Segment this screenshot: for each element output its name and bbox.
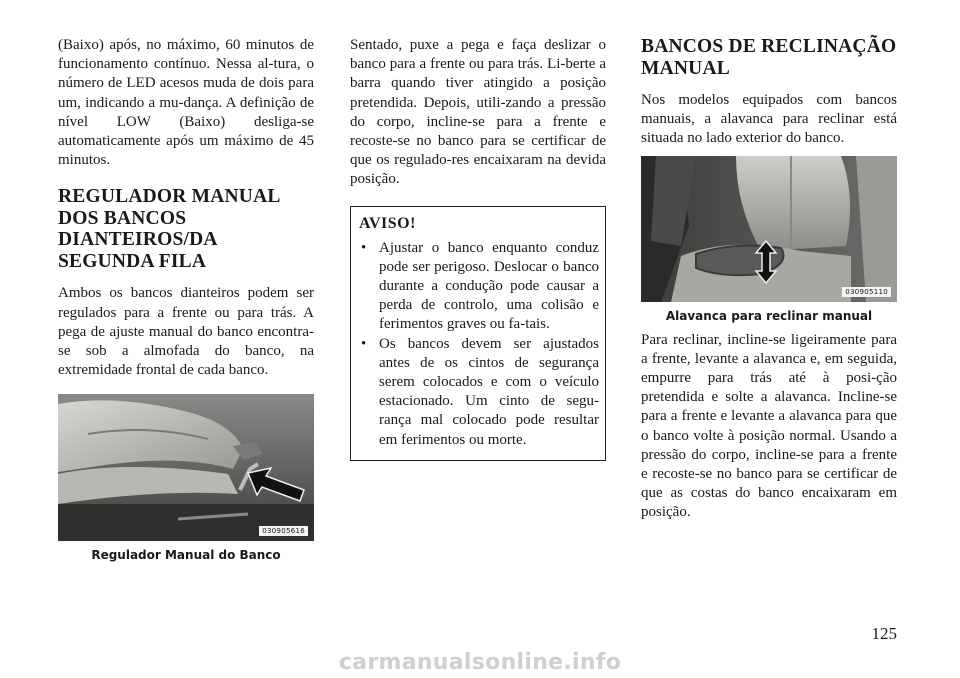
figure-caption: Alavanca para reclinar manual [665, 308, 873, 323]
heading-line: SEGUNDA FILA [58, 250, 207, 272]
warning-title: AVISO! [359, 214, 416, 232]
intro-paragraph: (Baixo) após, no máximo, 60 minutos de funcionamento contínuo. Nessa al-tura, o número de LED acesos muda de dois para um, indicando a mu-dança. A definição de nível LOW (Baixo) desliga-se automaticamente após um máximo de 45 minutos. [58, 37, 314, 169]
heading-line: DIANTEIROS/DA [58, 229, 218, 251]
recline-lever-figure [641, 156, 897, 302]
warning-item: • Ajustar o banco enquanto conduz pode ser perigoso. Deslocar o banco durante a condução pode causar a perda de controlo, uma colisão e ferimentos graves ou fa-tais. [359, 239, 599, 335]
body-paragraph: Ambos os bancos dianteiros podem ser regulados para a frente ou para trás. A pega de ajuste manual do banco encontra-se sob a almofada do banco, na extremidade frontal de cada banco. [58, 285, 314, 379]
heading-line: BANCOS DE RECLINAÇÃO [641, 36, 897, 57]
warning-item: • Os bancos devem ser ajustados antes de os cintos de segurança serem colocados e com o veículo estacionado. Um cinto de segu-rança mal colocado pode resultar em ferimentos ou morte. [359, 335, 599, 450]
seat-adjuster-figure [58, 394, 314, 541]
column-left [58, 36, 314, 562]
heading-line: MANUAL [641, 57, 730, 79]
watermark-text: carmanualsonline.info [338, 650, 622, 675]
section-heading-manual-adjuster [58, 186, 314, 272]
warning-box [350, 206, 606, 461]
body-paragraph: Sentado, puxe a pega e faça deslizar o banco para a frente ou para trás. Li-berte a barra quando tiver atingido a posição pretendida. Depois, utili-zando a pressão do corpo, incline-se para a frente e recoste-se no banco para se certificar de que os regulado-res encaixaram na devida posição. [350, 37, 606, 188]
figure-code: 030905110 [842, 287, 891, 297]
page-number: 125 [871, 624, 897, 643]
figure-caption: Regulador Manual do Banco [91, 548, 281, 563]
intro-paragraph: Nos modelos equipados com bancos manuais, a alavanca para reclinar está situada no lado exterior do banco. [641, 92, 897, 147]
warning-list [359, 239, 599, 450]
figure-code: 030905616 [259, 526, 308, 536]
section-heading-recline [641, 36, 897, 79]
heading-line: DOS BANCOS [58, 207, 187, 229]
column-middle [350, 36, 606, 461]
column-right [641, 36, 897, 523]
heading-line: REGULADOR MANUAL [58, 186, 281, 208]
body-paragraph: Para reclinar, incline-se ligeiramente para a frente, levante a alavanca e, em seguida, empurre para trás até à posi-ção pretendida e solte a alavanca. Incline-se para a frente e levante a alavanca para que o banco volte à posição normal. Usando a pressão do corpo, incline-se para a frente e recoste-se no banco para se certificar de que as costas do banco encaixaram em posição. [641, 331, 897, 521]
